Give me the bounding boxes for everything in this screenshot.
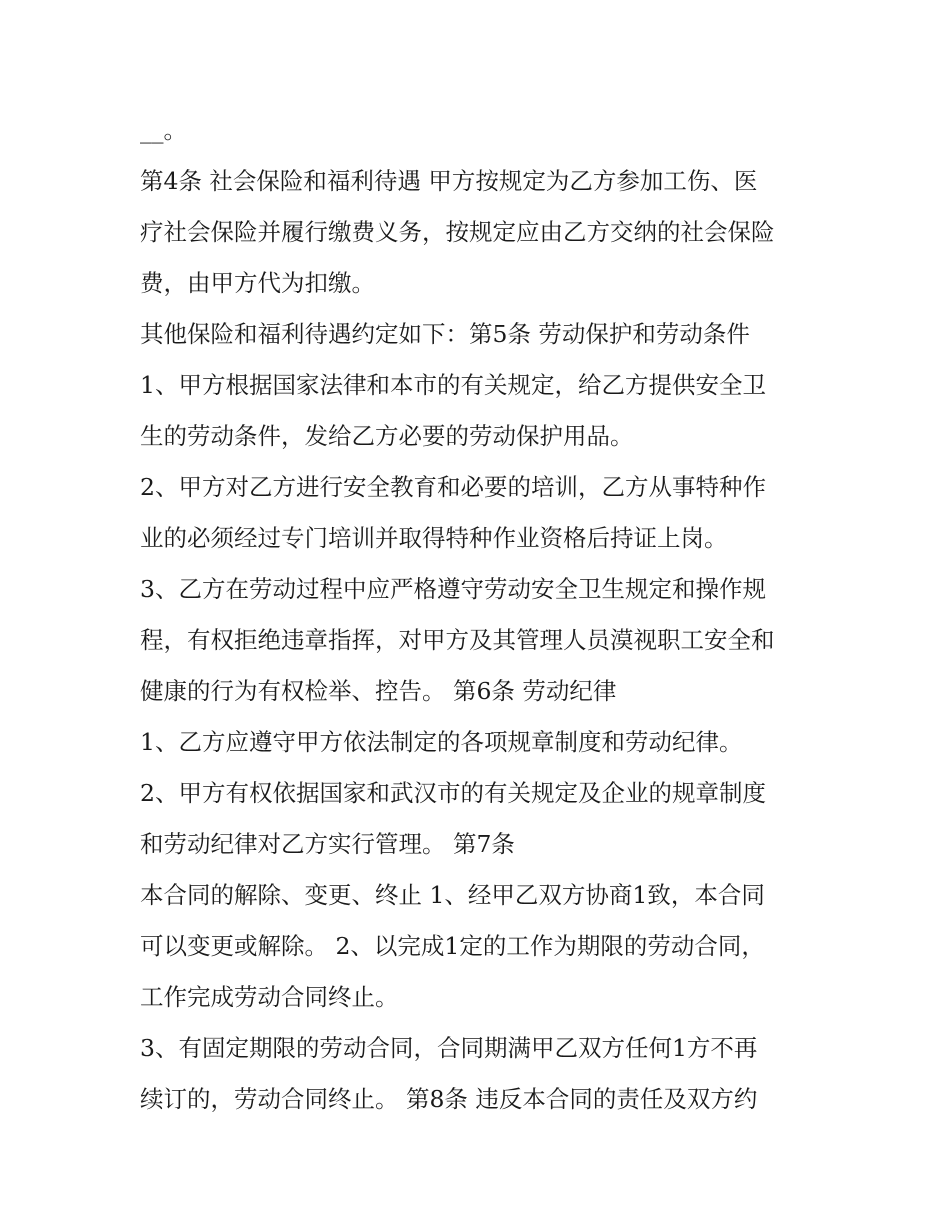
text-line: 3、有固定期限的劳动合同，合同期满甲乙双方任何1方不再 xyxy=(140,1034,758,1062)
text-line: 本合同的解除、变更、终止 1、经甲乙双方协商1致，本合同 xyxy=(140,881,765,909)
text-line: __。 xyxy=(140,116,187,144)
contract-body-text xyxy=(140,105,820,1125)
text-line: 2、甲方有权依据国家和武汉市的有关规定及企业的规章制度 xyxy=(140,779,766,807)
text-line: 程，有权拒绝违章指挥，对甲方及其管理人员漠视职工安全和 xyxy=(140,626,775,654)
text-line: 1、甲方根据国家法律和本市的有关规定，给乙方提供安全卫 xyxy=(140,371,766,399)
text-line: 工作完成劳动合同终止。 xyxy=(140,983,399,1011)
text-line: 2、甲方对乙方进行安全教育和必要的培训，乙方从事特种作 xyxy=(140,473,766,501)
text-line: 其他保险和福利待遇约定如下：第5条 劳动保护和劳动条件 xyxy=(140,320,750,348)
text-line: 疗社会保险并履行缴费义务，按规定应由乙方交纳的社会保险 xyxy=(140,218,775,246)
text-line: 生的劳动条件，发给乙方必要的劳动保护用品。 xyxy=(140,422,634,450)
text-line: 健康的行为有权检举、控告。 第6条 劳动纪律 xyxy=(140,677,617,705)
text-line: 和劳动纪律对乙方实行管理。 第7条 xyxy=(140,830,515,858)
text-line: 费，由甲方代为扣缴。 xyxy=(140,269,375,297)
text-line: 可以变更或解除。 2、以完成1定的工作为期限的劳动合同， xyxy=(140,932,765,960)
text-line: 1、乙方应遵守甲方依法制定的各项规章制度和劳动纪律。 xyxy=(140,728,743,756)
text-line: 3、乙方在劳动过程中应严格遵守劳动安全卫生规定和操作规 xyxy=(140,575,766,603)
text-line: 第4条 社会保险和福利待遇 甲方按规定为乙方参加工伤、医 xyxy=(140,167,758,195)
text-line: 续订的，劳动合同终止。 第8条 违反本合同的责任及双方约 xyxy=(140,1085,758,1113)
text-line: 业的必须经过专门培训并取得特种作业资格后持证上岗。 xyxy=(140,524,728,552)
